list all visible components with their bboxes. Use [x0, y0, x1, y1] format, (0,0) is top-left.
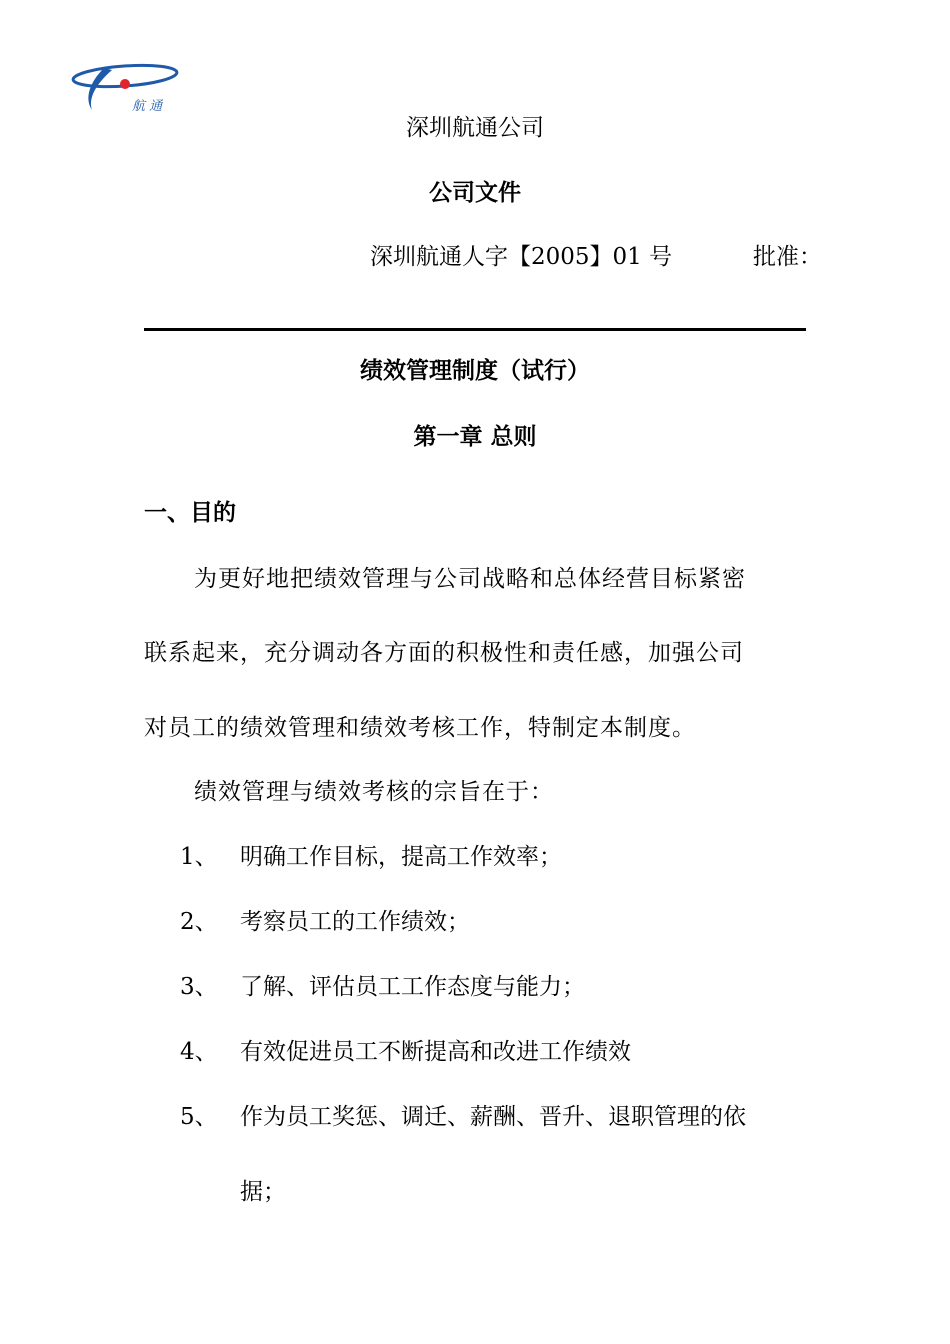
- list-number: 3、: [180, 974, 218, 1000]
- logo-text: 航 通: [132, 99, 163, 114]
- list-item: [180, 968, 950, 1001]
- paragraph-line: 绩效管理与绩效考核的宗旨在于：: [194, 779, 554, 805]
- list-item: [180, 903, 950, 936]
- section-heading: 一、目的: [144, 500, 236, 526]
- company-name: 深圳航通公司: [406, 115, 544, 141]
- paragraph-line: 联系起来，充分调动各方面的积极性和责任感，加强公司: [144, 640, 744, 666]
- list-text: 有效促进员工不断提高和改进工作绩效: [240, 1039, 631, 1065]
- list-number: 1、: [180, 844, 218, 870]
- header-divider: [144, 328, 806, 331]
- list-item: [180, 838, 950, 871]
- document-type: 公司文件: [429, 180, 521, 206]
- approval-label: 批准：: [753, 244, 822, 270]
- list-item-continuation: 据；: [240, 1179, 286, 1205]
- list-number: 2、: [180, 909, 218, 935]
- list-text: 了解、评估员工工作态度与能力；: [240, 974, 585, 1000]
- list-item: [180, 1033, 950, 1066]
- list-number: 4、: [180, 1039, 218, 1065]
- chapter-heading: 第一章 总则: [413, 424, 537, 450]
- paragraph-line: 对员工的绩效管理和绩效考核工作，特制定本制度。: [144, 715, 696, 741]
- document-number-row: [370, 238, 830, 271]
- paragraph-line: 为更好地把绩效管理与公司战略和总体经营目标紧密: [194, 566, 746, 592]
- document-title: 绩效管理制度（试行）: [360, 358, 590, 384]
- list-number: 5、: [180, 1104, 218, 1130]
- document-number: 深圳航通人字【2005】01 号: [370, 244, 673, 270]
- list-text: 作为员工奖惩、调迁、薪酬、晋升、退职管理的依: [240, 1104, 746, 1130]
- list-text: 考察员工的工作绩效；: [240, 909, 470, 935]
- list-text: 明确工作目标，提高工作效率；: [240, 844, 562, 870]
- list-item: [180, 1098, 950, 1131]
